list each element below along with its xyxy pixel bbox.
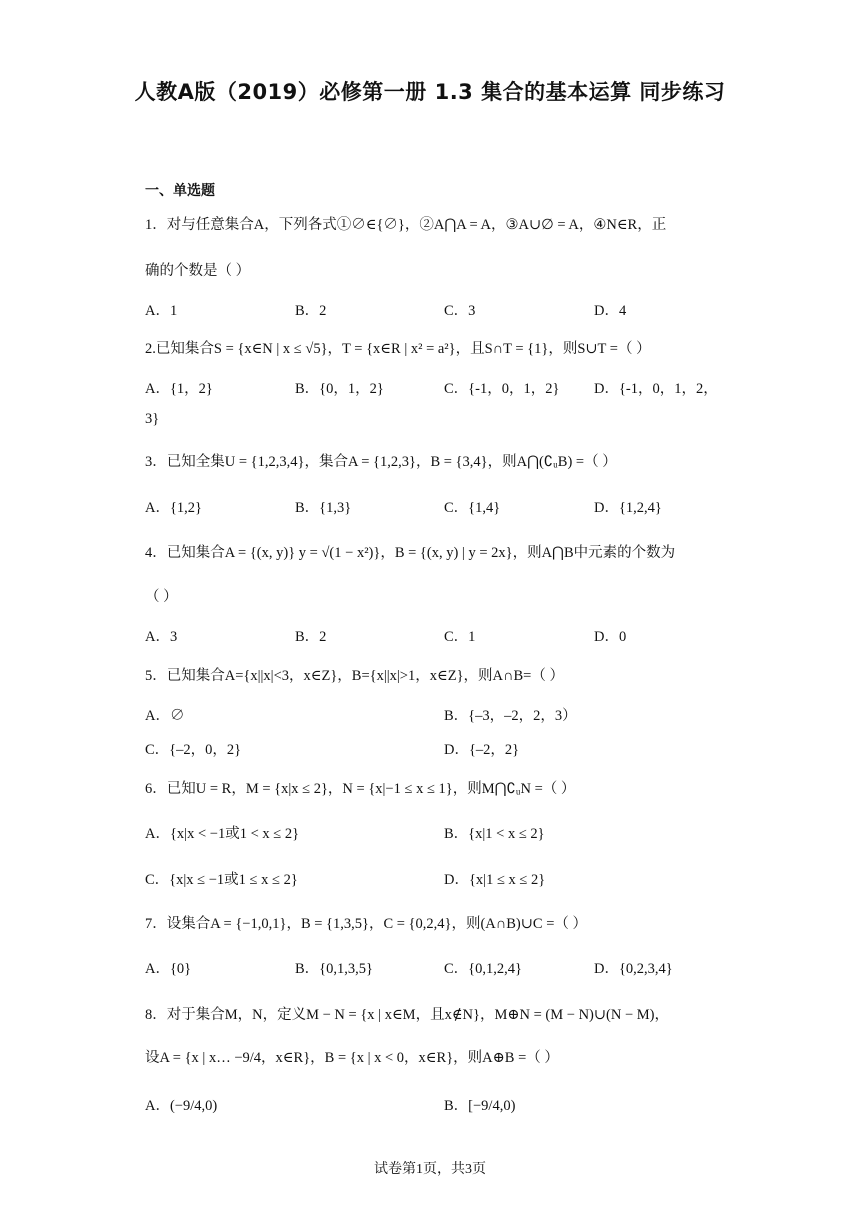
question-1-option-c: C．3 xyxy=(444,303,476,319)
question-1-option-a: A．1 xyxy=(145,303,178,319)
question-5-option-d: D．{–2，2} xyxy=(444,742,520,758)
question-3-option-a: A．{1,2} xyxy=(145,500,203,516)
question-8-option-a: A．(−9/4,0) xyxy=(145,1098,218,1114)
page-title: 人教A版（2019）必修第一册 1.3 集合的基本运算 同步练习 xyxy=(134,80,726,104)
question-3-option-c: C．{1,4} xyxy=(444,500,501,516)
question-8-line-2: 设A = {x | x… −9/4，x∈R}，B = {x | x < 0，x∈R}，则A⊕B =（ ） xyxy=(145,1050,559,1066)
question-2-option-c: C．{-1，0，1，2} xyxy=(444,381,560,397)
question-4-line-2: （ ） xyxy=(145,589,178,605)
question-7-option-d: D．{0,2,3,4} xyxy=(594,961,673,977)
question-7-option-b: B．{0,1,3,5} xyxy=(295,961,373,977)
question-5-option-a: A．∅ xyxy=(145,708,185,724)
question-4-line-1: 4．已知集合A = {(x, y)} y = √(1 − x²)}，B = {(x, y) | y = 2x}，则A⋂B中元素的个数为 xyxy=(145,545,676,561)
question-7-line-1: 7．设集合A = {−1,0,1}，B = {1,3,5}，C = {0,2,4}，则(A∩B)∪C =（ ） xyxy=(145,916,588,932)
question-7-option-c: C．{0,1,2,4} xyxy=(444,961,522,977)
question-4-option-b: B．2 xyxy=(295,629,327,645)
question-5-option-c: C．{–2，0，2} xyxy=(145,742,242,758)
question-4-option-a: A．3 xyxy=(145,629,178,645)
question-2-option-d-wrap: 3} xyxy=(145,411,160,427)
question-6-option-a: A．{x|x < −1或1 < x ≤ 2} xyxy=(145,826,300,842)
question-3-option-d: D．{1,2,4} xyxy=(594,500,662,516)
question-6-option-c: C．{x|x ≤ −1或1 ≤ x ≤ 2} xyxy=(145,872,298,888)
section-heading: 一、单选题 xyxy=(145,183,215,199)
question-6-line-1: 6．已知U = R，M = {x|x ≤ 2}，N = {x|−1 ≤ x ≤ 1}，则M⋂∁ᵤN =（ ） xyxy=(145,781,576,797)
question-2-option-a: A．{1，2} xyxy=(145,381,213,397)
question-1-option-d: D．4 xyxy=(594,303,627,319)
question-1-option-b: B．2 xyxy=(295,303,327,319)
question-5-option-b: B．{–3，–2，2，3） xyxy=(444,708,577,724)
question-1-line-1: 1．对与任意集合A，下列各式①∅∈{∅}，②A⋂A = A，③A∪∅ = A，④N∈R，正 xyxy=(145,217,667,233)
page-footer: 试卷第1页，共3页 xyxy=(374,1162,486,1177)
question-3-option-b: B．{1,3} xyxy=(295,500,352,516)
question-6-option-b: B．{x|1 < x ≤ 2} xyxy=(444,826,545,842)
question-3-line-1: 3．已知全集U = {1,2,3,4}，集合A = {1,2,3}，B = {3,4}，则A⋂(∁ᵤB) =（ ） xyxy=(145,454,617,470)
question-2-option-d: D．{-1，0，1，2， xyxy=(594,381,718,397)
question-5-line-1: 5．已知集合A={x||x|<3，x∈Z}，B={x||x|>1，x∈Z}，则A∩B=（ ） xyxy=(145,668,564,684)
question-6-option-d: D．{x|1 ≤ x ≤ 2} xyxy=(444,872,546,888)
question-8-option-b: B．[−9/4,0) xyxy=(444,1098,516,1114)
question-8-line-1: 8．对于集合M，N，定义M − N = {x | x∈M，且x∉N}，M⊕N = (M − N)∪(N − M)， xyxy=(145,1007,669,1023)
question-4-option-d: D．0 xyxy=(594,629,627,645)
question-4-option-c: C．1 xyxy=(444,629,476,645)
question-1-line-2: 确的个数是（ ） xyxy=(145,263,251,279)
question-2-option-b: B．{0，1，2} xyxy=(295,381,384,397)
question-2-line-1: 2.已知集合S = {x∈N | x ≤ √5}，T = {x∈R | x² = a²}，且S∩T = {1}，则S∪T =（ ） xyxy=(145,341,651,357)
question-7-option-a: A．{0} xyxy=(145,961,192,977)
